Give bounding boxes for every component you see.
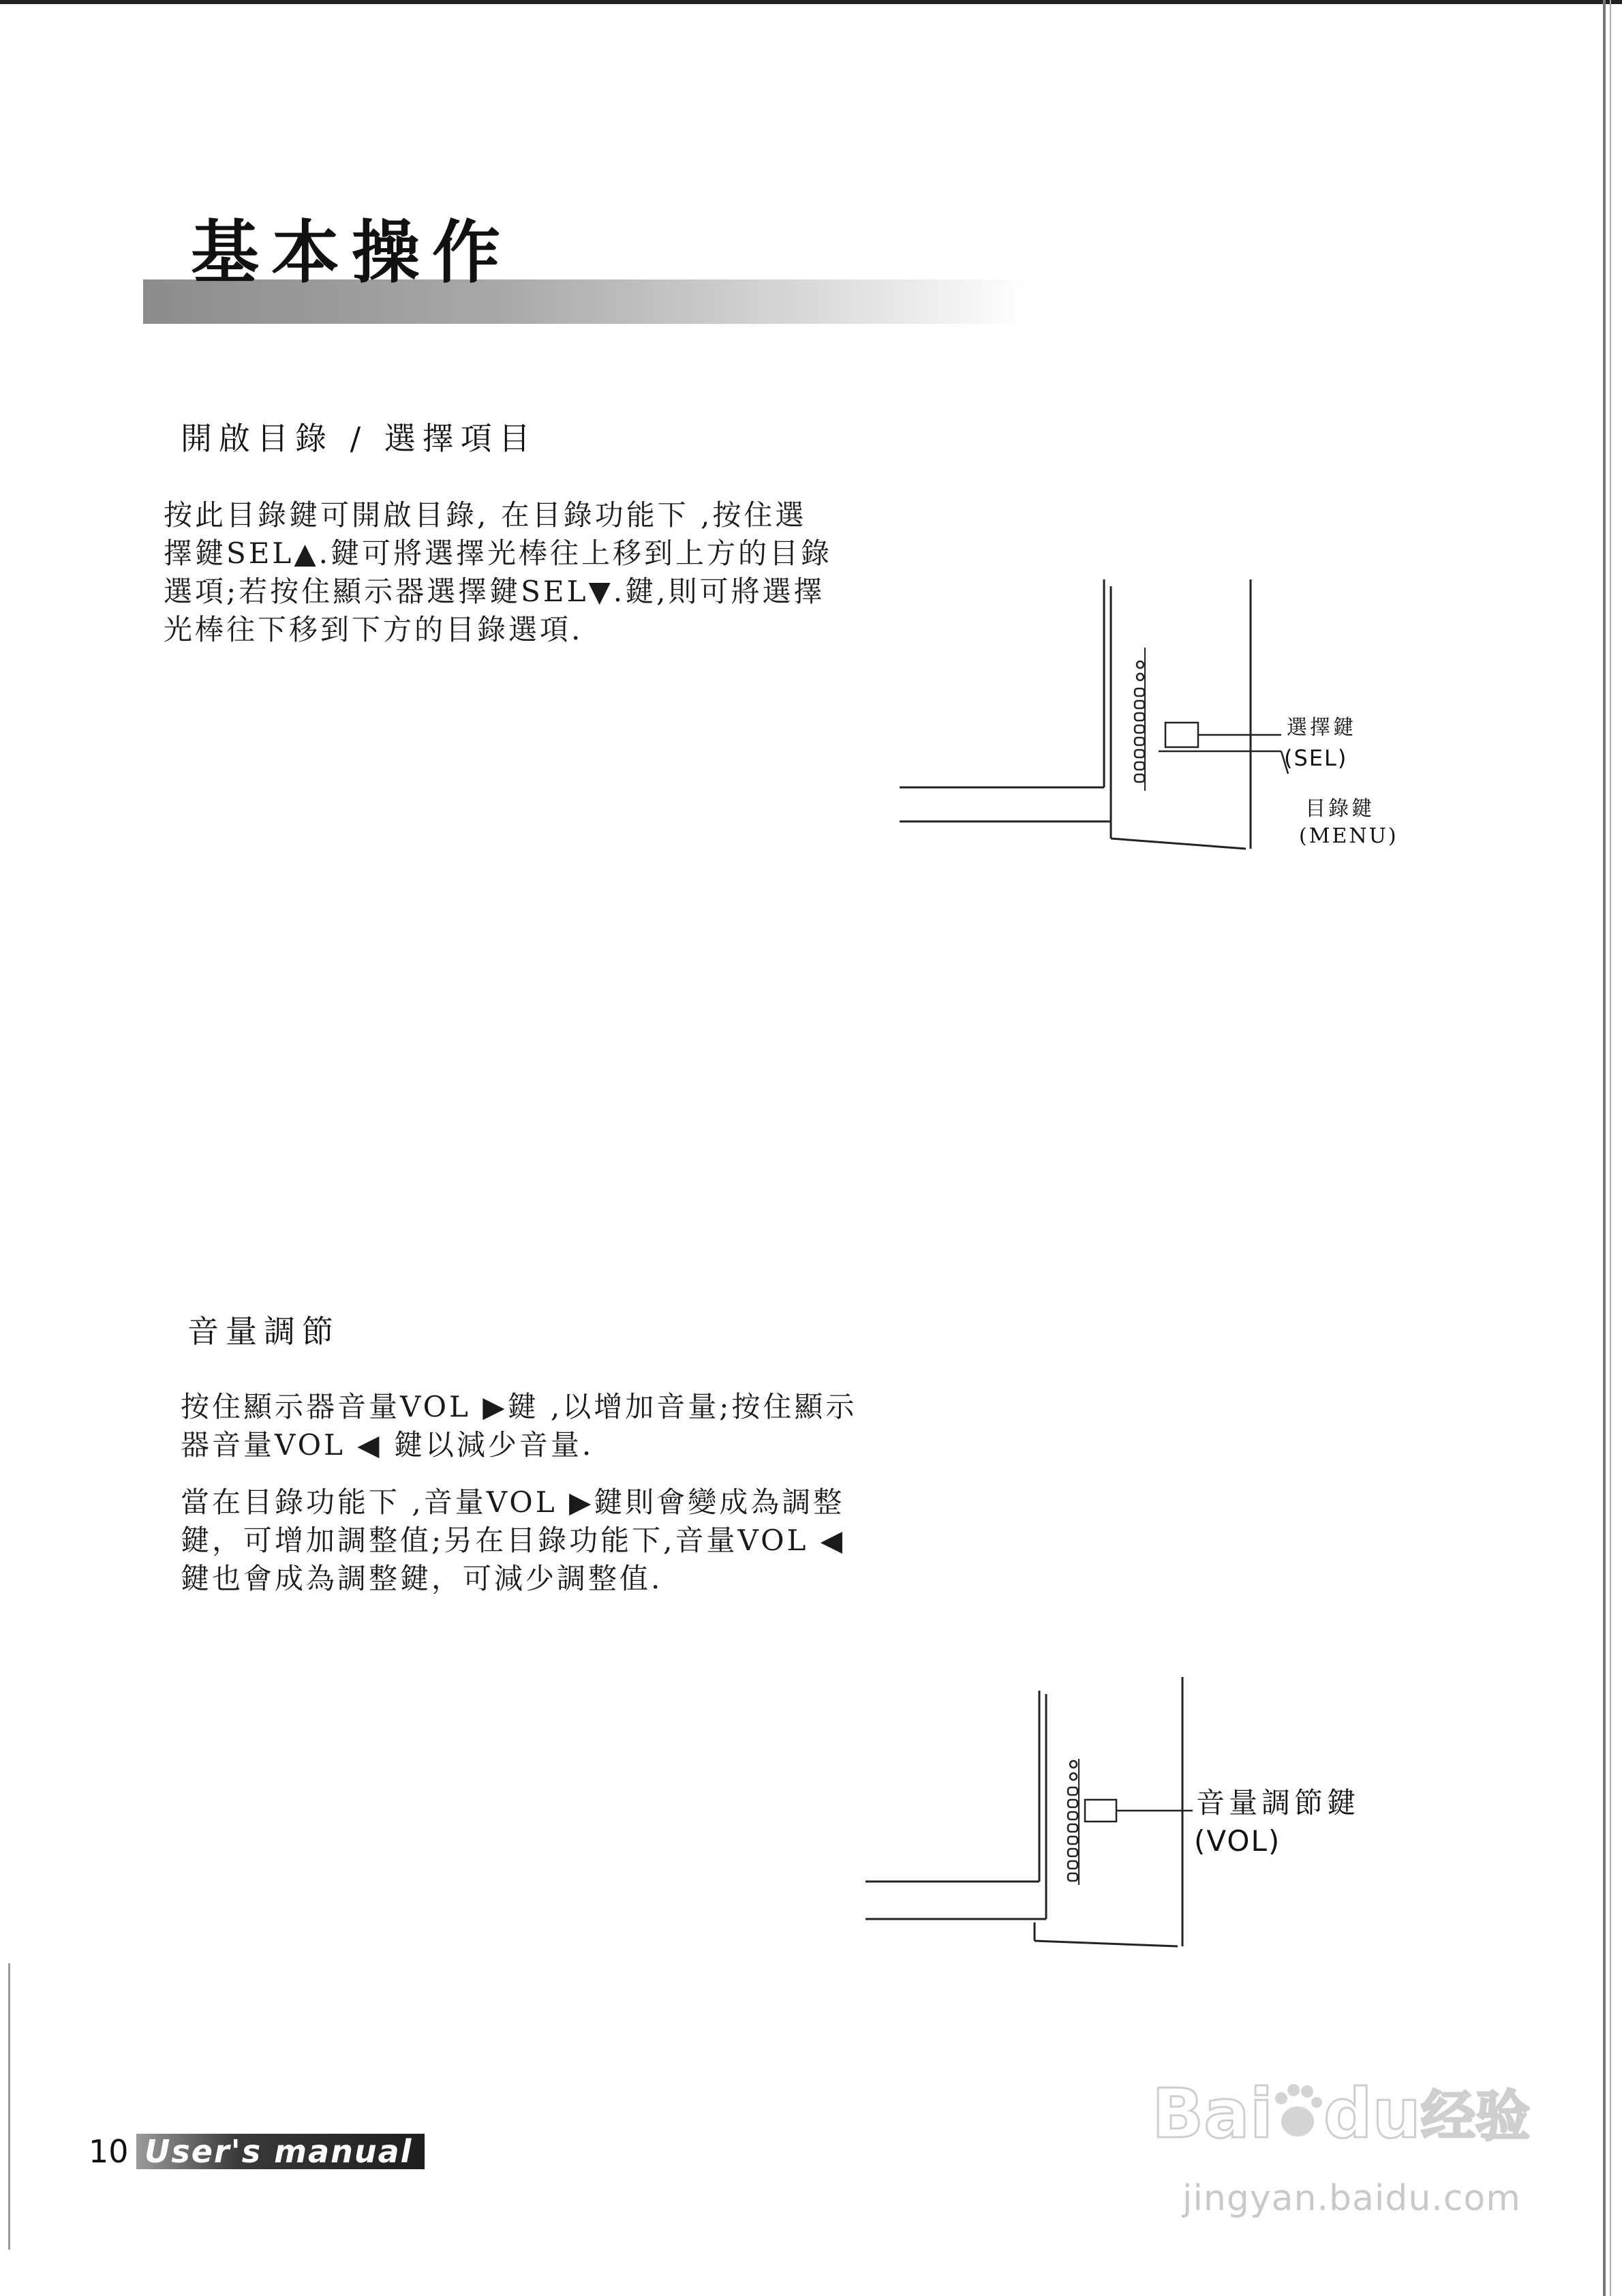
menu-paragraph-line: 選項;若按住顯示器選擇鍵SEL▼.鍵,則可將選擇: [164, 575, 825, 608]
section-heading-volume: 音量調節: [187, 1313, 340, 1350]
menu-key-label: 目錄鍵: [1305, 797, 1375, 821]
menu-paragraph-line: 按此目錄鍵可開啟目錄, 在目錄功能下 ,按住選: [164, 498, 807, 532]
top-border: [0, 0, 1622, 4]
right-border: [1603, 0, 1606, 2296]
monitor-buttons-diagram-volume: [866, 1677, 1220, 1963]
svg-text:经验: 经验: [1421, 2085, 1530, 2148]
svg-text:du: du: [1323, 2074, 1421, 2154]
sel-key-label: 選擇鍵: [1287, 716, 1356, 740]
volume-paragraph-line: 器音量VOL ◀ 鍵以減少音量.: [181, 1428, 594, 1462]
volume-paragraph-line: 按住顯示器音量VOL ▶鍵 ,以增加音量;按住顯示: [181, 1390, 857, 1423]
menu-paragraph-line: 光棒往下移到下方的目錄選項.: [164, 613, 583, 646]
left-border: [8, 1963, 10, 2250]
menu-paragraph: [164, 496, 920, 649]
monitor-buttons-diagram-menu: [900, 579, 1418, 900]
volume-paragraph-1: [181, 1388, 937, 1464]
svg-text:Bai: Bai: [1152, 2074, 1273, 2154]
page-title: 基本操作: [191, 212, 512, 292]
vol-key-code: (VOL): [1194, 1824, 1281, 1858]
section-heading-menu: 開啟目錄 / 選擇項目: [181, 420, 537, 457]
sel-key-code: (SEL): [1284, 745, 1348, 771]
menu-key-code: (MENU): [1299, 824, 1398, 848]
baidu-watermark-url: jingyan.baidu.com: [1182, 2178, 1521, 2219]
menu-paragraph-line: 擇鍵SEL▲.鍵可將選擇光棒往上移到上方的目錄: [164, 537, 832, 570]
right-border-inner: [1610, 0, 1611, 2296]
page-number: 10: [89, 2133, 129, 2170]
baidu-watermark-logo: [1152, 2072, 1533, 2154]
volume-paragraph-line: 鍵也會成為調整鍵，可減少調整值.: [181, 1562, 663, 1595]
volume-paragraph-line: 當在目錄功能下 ,音量VOL ▶鍵則會變成為調整: [181, 1485, 845, 1519]
users-manual-badge: User's manual: [136, 2134, 425, 2169]
vol-key-label: 音量調節鍵: [1196, 1786, 1360, 1819]
volume-paragraph-2: [181, 1483, 937, 1598]
volume-paragraph-line: 鍵，可增加調整值;另在目錄功能下,音量VOL ◀: [181, 1524, 846, 1557]
